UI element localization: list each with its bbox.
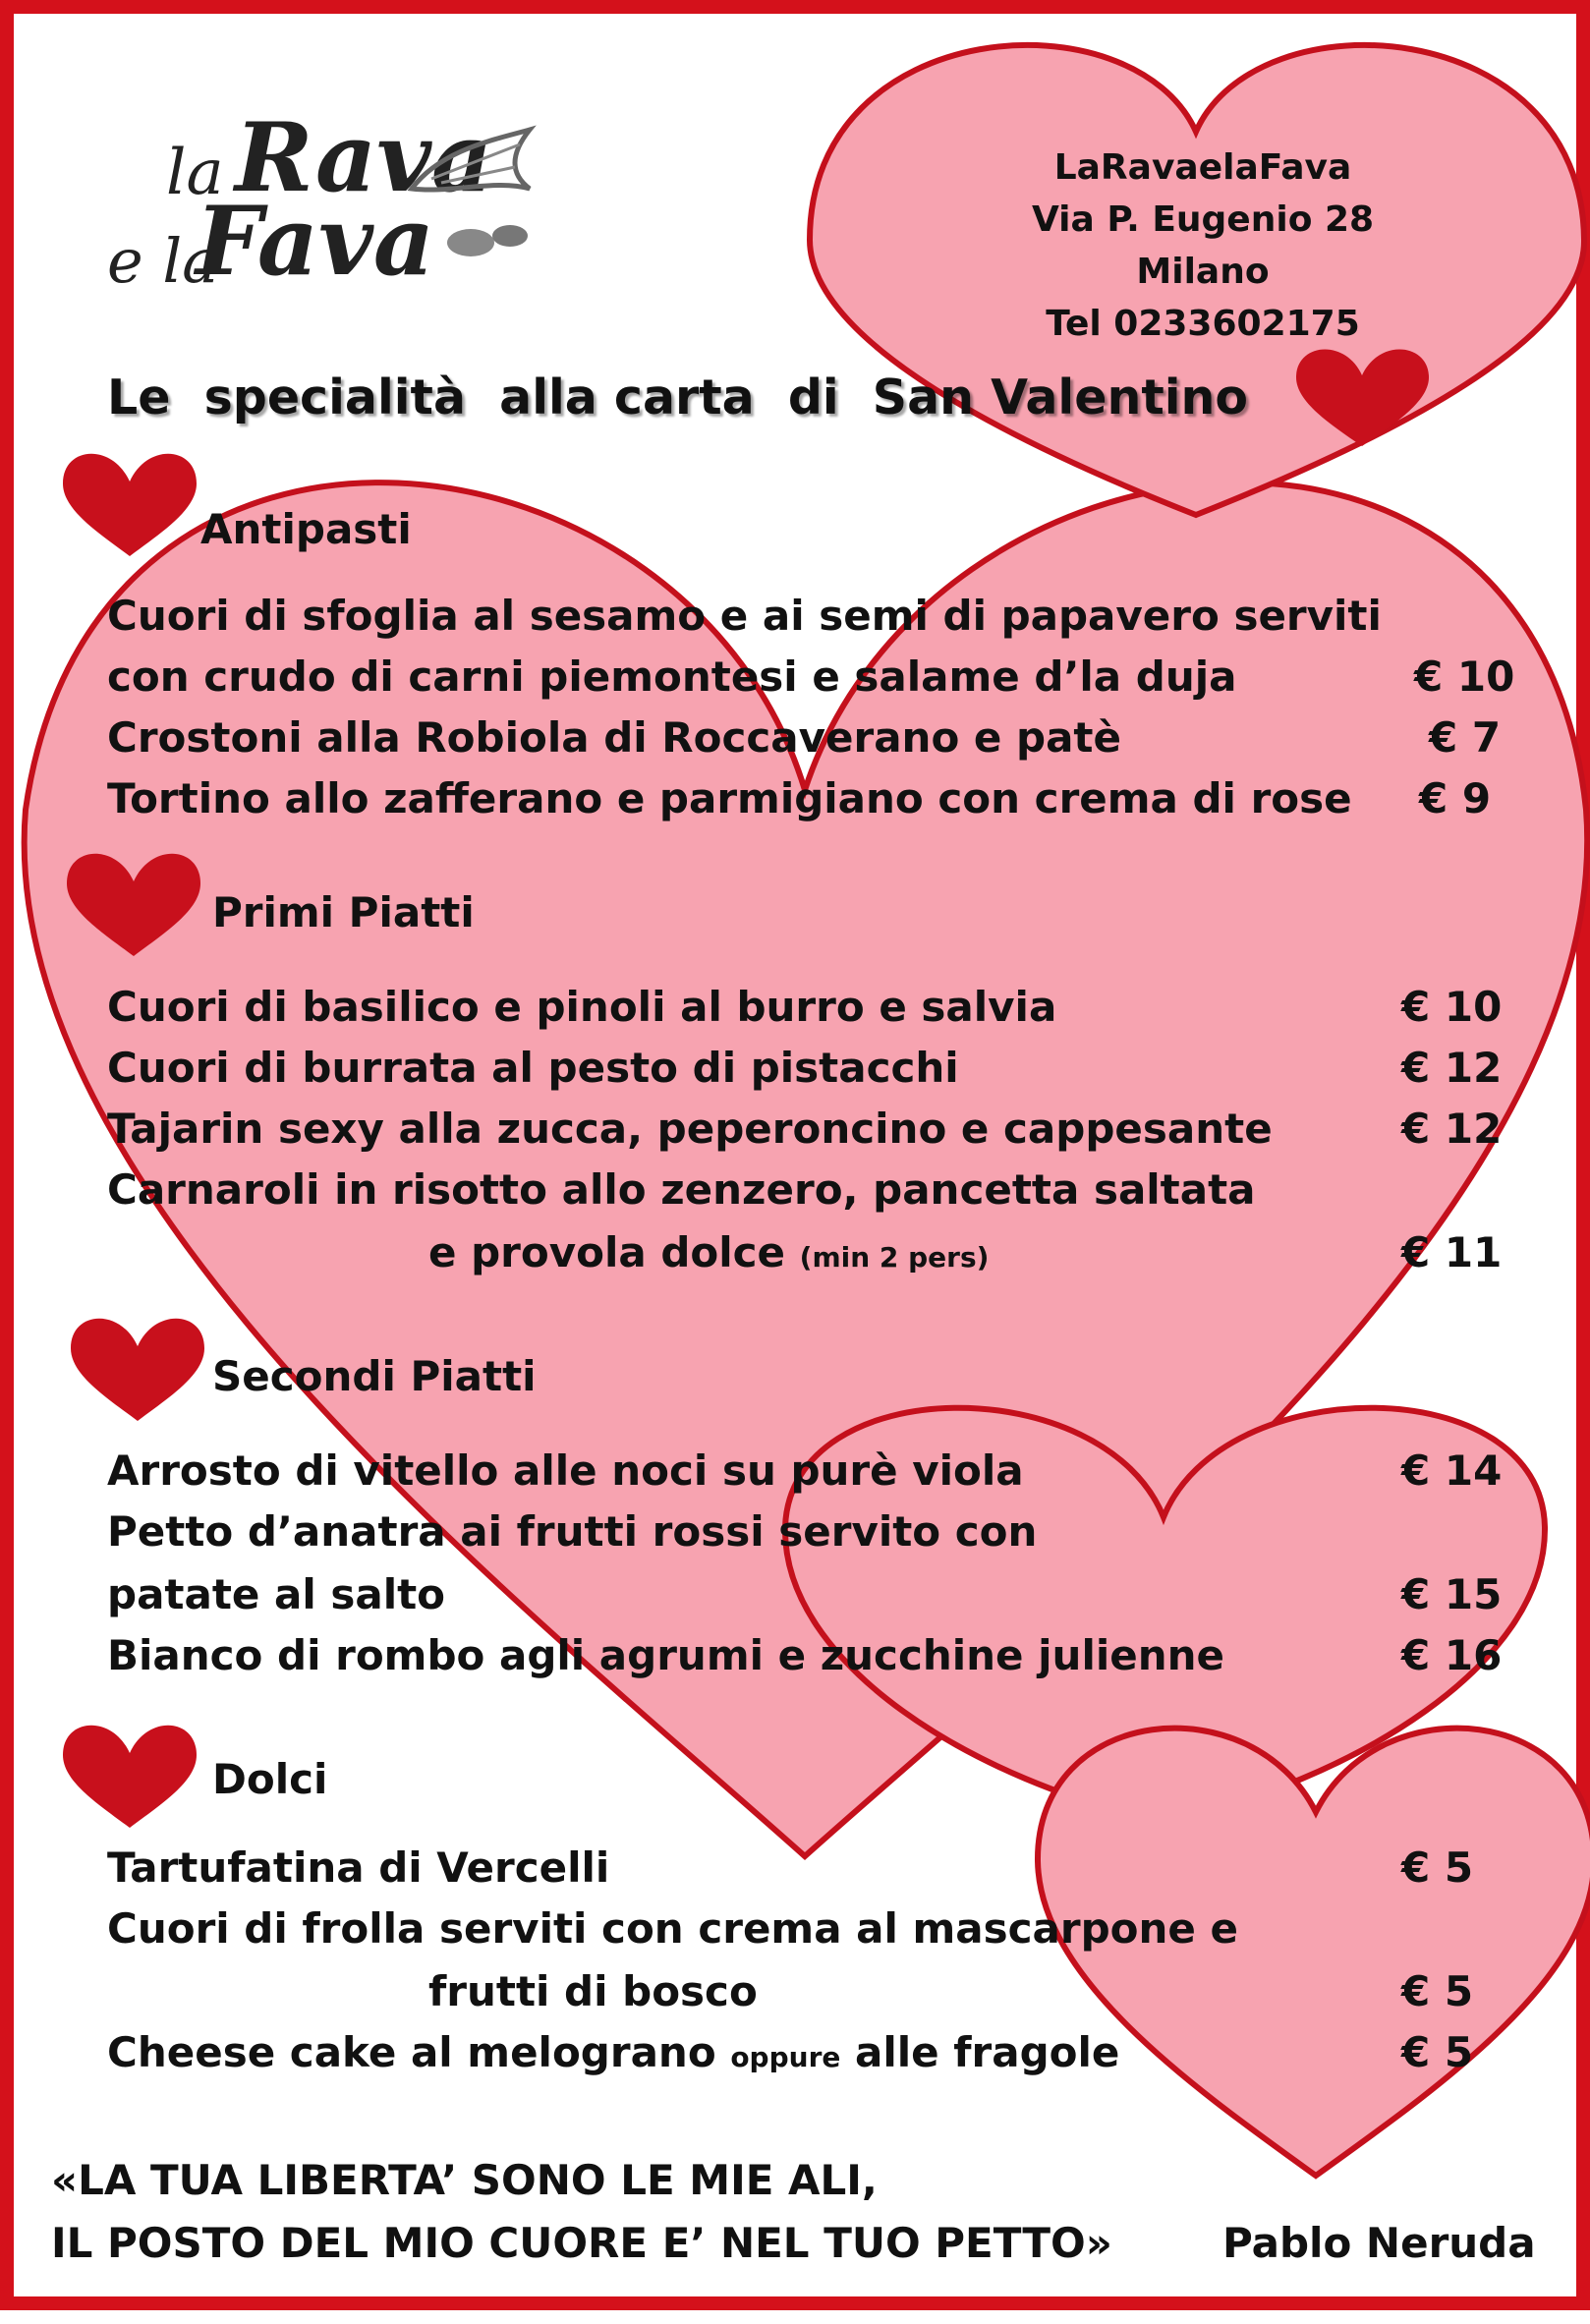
menu-item-primi-2-price: € 12 [1401, 1044, 1503, 1092]
menu-item-primi-4-note: (min 2 pers) [799, 1241, 990, 1274]
menu-item-antipasti-1-price: € 10 [1414, 652, 1515, 701]
logo-text-fava: Fava [196, 186, 435, 297]
menu-item-dolci-3-text-a: Cheese cake al melograno [107, 2028, 716, 2076]
menu-item-primi-4-line1: Carnaroli in risotto allo zenzero, pancetta saltata [107, 1165, 1256, 1214]
menu-item-dolci-3-price: € 5 [1401, 2028, 1474, 2076]
menu-item-dolci-2-line1: Cuori di frolla serviti con crema al mascarpone e [107, 1904, 1238, 1953]
logo-text-rava: Rava [235, 102, 493, 213]
menu-item-primi-2: Cuori di burrata al pesto di pistacchi [107, 1044, 959, 1092]
quote-author: Pablo Neruda [1222, 2219, 1536, 2267]
menu-item-primi-3: Tajarin sexy alla zucca, peperoncino e cappesante [107, 1105, 1273, 1153]
bean-icon [447, 229, 494, 256]
menu-item-dolci-1: Tartufatina di Vercelli [107, 1843, 610, 1892]
logo-text-la: la [166, 137, 224, 209]
menu-item-secondi-2-line1: Petto d’anatra ai frutti rossi servito con [107, 1507, 1038, 1556]
heart-icon-secondi [71, 1319, 204, 1421]
logo-text-ela: e la [107, 225, 219, 297]
menu-item-antipasti-2-price: € 7 [1429, 713, 1502, 762]
fish-icon [402, 120, 539, 267]
restaurant-logo [107, 83, 539, 297]
page-title: Le specialità alla carta di San Valentino [107, 369, 1249, 425]
menu-item-antipasti-1-line2: con crudo di carni piemontesi e salame d’la duja [107, 652, 1237, 701]
phone-number: Tel 0233602175 [1046, 304, 1360, 344]
menu-item-secondi-3-price: € 16 [1401, 1631, 1503, 1679]
section-heading-dolci: Dolci [212, 1755, 328, 1803]
restaurant-address [928, 142, 1478, 350]
section-heading-secondi: Secondi Piatti [212, 1352, 537, 1400]
menu-item-secondi-2-line2: patate al salto [107, 1570, 446, 1618]
section-heading-primi: Primi Piatti [212, 888, 475, 936]
menu-item-antipasti-3-price: € 9 [1419, 774, 1492, 822]
menu-item-primi-4-price: € 11 [1401, 1228, 1503, 1276]
menu-item-dolci-1-price: € 5 [1401, 1843, 1474, 1892]
menu-item-dolci-2-price: € 5 [1401, 1967, 1474, 2015]
menu-item-dolci-3 [107, 2028, 1119, 2076]
section-heading-antipasti: Antipasti [200, 505, 412, 553]
street-address: Via P. Eugenio 28 [1031, 199, 1375, 240]
heart-icon-dolci [63, 1726, 197, 1828]
restaurant-name: LaRavaelaFava [1053, 147, 1352, 188]
quote-line-1: «LA TUA LIBERTA’ SONO LE MIE ALI, [51, 2156, 878, 2204]
menu-item-antipasti-2: Crostoni alla Robiola di Roccaverano e patè [107, 713, 1121, 762]
menu-item-primi-1-price: € 10 [1401, 983, 1503, 1031]
menu-item-secondi-2-price: € 15 [1401, 1570, 1503, 1618]
menu-item-antipasti-1-line1: Cuori di sfoglia al sesamo e ai semi di papavero serviti [107, 592, 1382, 640]
menu-item-secondi-1-price: € 14 [1401, 1446, 1503, 1495]
menu-item-secondi-3: Bianco di rombo agli agrumi e zucchine julienne [107, 1631, 1225, 1679]
city: Milano [1136, 252, 1270, 292]
menu-item-primi-4-line2 [428, 1228, 989, 1276]
menu-item-dolci-2-line2: frutti di bosco [428, 1967, 758, 2015]
menu-item-dolci-3-text-b: alle fragole [855, 2028, 1120, 2076]
menu-item-secondi-1: Arrosto di vitello alle noci su purè viola [107, 1446, 1024, 1495]
menu-item-primi-3-price: € 12 [1401, 1105, 1503, 1153]
menu-item-antipasti-3: Tortino allo zafferano e parmigiano con crema di rose [107, 774, 1352, 822]
menu-item-primi-1: Cuori di basilico e pinoli al burro e salvia [107, 983, 1057, 1031]
quote-line-2: IL POSTO DEL MIO CUORE E’ NEL TUO PETTO» [51, 2219, 1112, 2267]
menu-item-dolci-3-or: oppure [730, 2041, 841, 2073]
menu-item-primi-4-text: e provola dolce [428, 1228, 786, 1276]
